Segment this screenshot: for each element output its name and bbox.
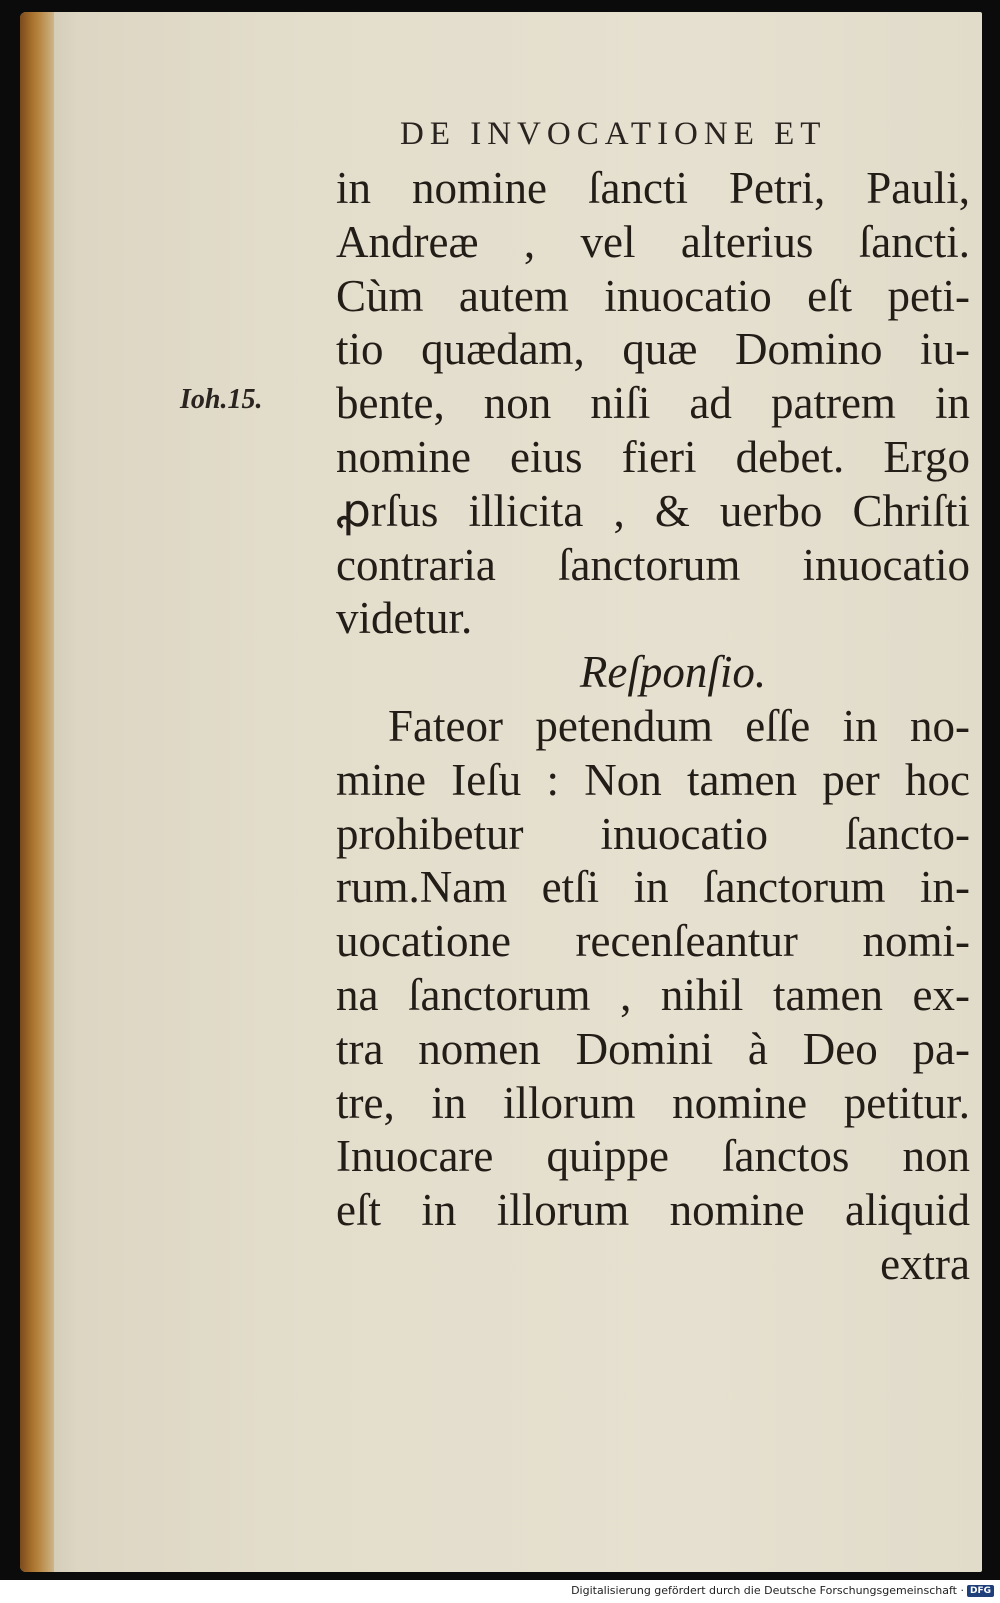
text-line: tra nomen Domini à Deo pa- xyxy=(336,1023,970,1074)
text-line: videtur. xyxy=(336,593,473,644)
text-line: uocatione recenſeantur nomi- xyxy=(336,916,970,967)
text-line: Inuocare quippe ſanctos non xyxy=(336,1131,970,1182)
margin-note: Ioh.15. xyxy=(180,384,263,415)
text-line: nomine eius fieri debet. Ergo xyxy=(336,431,970,482)
book-spine-edge xyxy=(20,12,54,1572)
text-line: in nomine ſancti Petri, Pauli, xyxy=(336,163,970,213)
text-block xyxy=(336,162,970,1292)
text-line: na ſanctorum , nihil tamen ex- xyxy=(336,969,970,1020)
text-line: bente, non niſi ad patrem in xyxy=(336,378,970,429)
digitization-credit xyxy=(571,1584,994,1597)
text-line: contraria ſanctorum inuocatio xyxy=(336,539,970,590)
dfg-logo-badge: DFG xyxy=(967,1585,994,1597)
section-heading: Reſponſio. xyxy=(579,647,767,698)
text-line: tio quædam, quæ Domino iu- xyxy=(336,324,970,375)
text-line: Fateor petendum eſſe in no- xyxy=(388,700,970,751)
text-line: eſt in illorum nomine aliquid xyxy=(336,1185,970,1236)
text-line: prohibetur inuocatio ſancto- xyxy=(336,808,970,859)
text-line: Andreæ , vel alterius ſancti. xyxy=(336,216,970,267)
text-line: mine Ieſu : Non tamen per hoc xyxy=(336,754,970,805)
text-line: rum.Nam etſi in ſanctorum in- xyxy=(336,862,970,913)
catchword: extra xyxy=(880,1238,970,1289)
book-page xyxy=(20,12,982,1572)
text-line: ꝓrſus illicita , & uerbo Chriſti xyxy=(336,485,970,536)
text-line: tre, in illorum nomine petitur. xyxy=(336,1077,970,1128)
text-line: Cùm autem inuocatio eſt peti- xyxy=(336,270,970,321)
running-head: DE INVOCATIONE ET xyxy=(400,116,827,152)
credit-text: Digitalisierung gefördert durch die Deutsche Forschungsgemeinschaft · xyxy=(571,1584,964,1597)
